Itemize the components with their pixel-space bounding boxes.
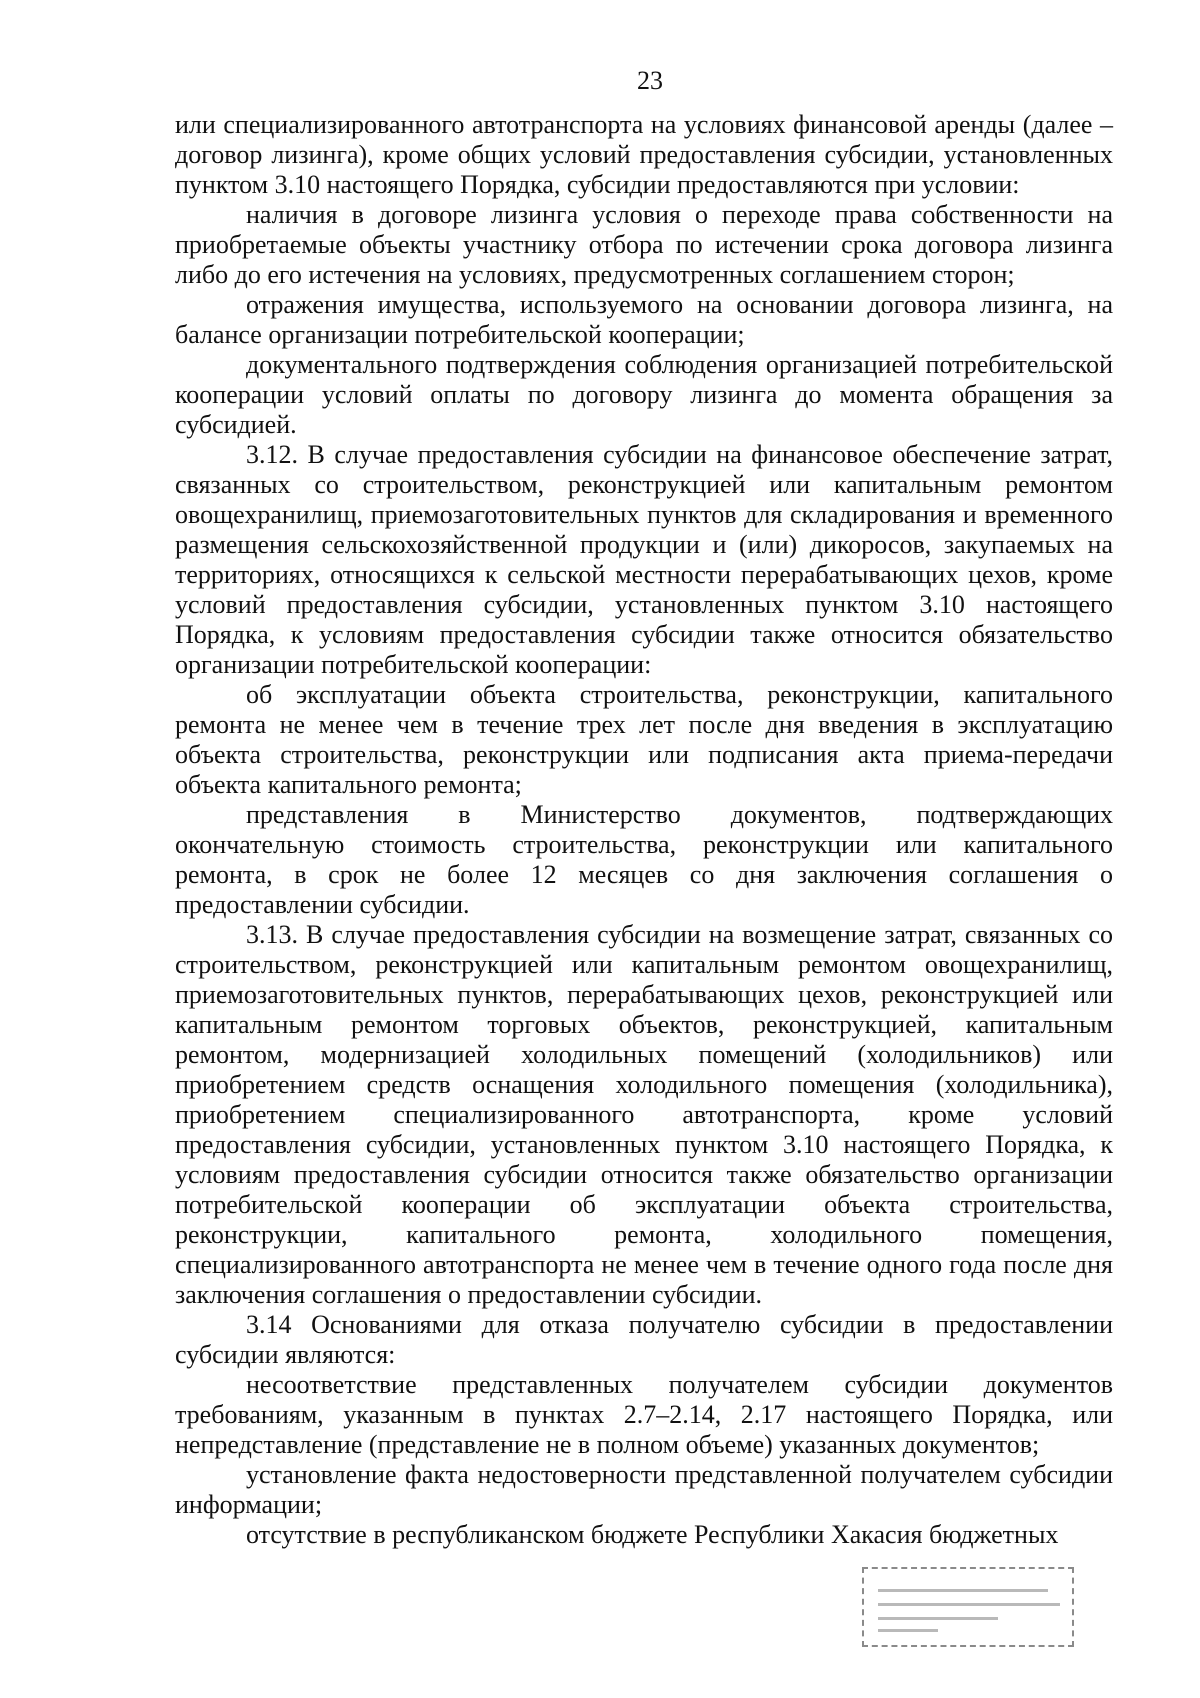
paragraph: отсутствие в республиканском бюджете Республики Хакасия бюджетных	[246, 1520, 1059, 1549]
paragraph: или специализированного автотранспорта на условиях финансовой аренды (далее – договор лизинга), кроме общих условий предоставления субсидии, установленных пунктом 3.10 настоящего Порядка, субсидии предоставляются при условии:	[175, 110, 1113, 199]
stamp-line	[878, 1589, 1048, 1592]
paragraph: отражения имущества, используемого на основании договора лизинга, на балансе организации потребительской кооперации;	[175, 290, 1113, 349]
paragraph: представления в Министерство документов, подтверждающих окончательную стоимость строительства, реконструкции или капитального ремонта, в срок не более 12 месяцев со дня заключения соглашения о предоставлении субсидии.	[175, 800, 1113, 919]
page-number: 23	[637, 66, 663, 95]
paragraph: несоответствие представленных получателем субсидии документов требованиям, указанным в пунктах 2.7–2.14, 2.17 настоящего Порядка, или непредставление (представление не в полном объеме) указанных документов;	[175, 1370, 1113, 1459]
paragraph: документального подтверждения соблюдения организацией потребительской кооперации условий оплаты по договору лизинга до момента обращения за субсидией.	[175, 350, 1113, 439]
paragraph: наличия в договоре лизинга условия о переходе права собственности на приобретаемые объекты участнику отбора по истечении срока договора лизинга либо до его истечения на условиях, предусмотренных соглашением сторон;	[175, 200, 1113, 289]
stamp-line	[878, 1629, 938, 1632]
stamp-line	[878, 1617, 998, 1620]
stamp-line	[878, 1603, 1060, 1606]
paragraph-3-12: 3.12. В случае предоставления субсидии на финансовое обеспечение затрат, связанных со строительством, реконструкцией или капитальным ремонтом овощехранилищ, приемозаготовительных пунктов для складирования и временного размещения сельскохозяйственной продукции и (или) дикоросов, закупаемых на территориях, относящихся к сельской местности перерабатывающих цехов, кроме условий предоставления субсидии, установленных пунктом 3.10 настоящего Порядка, к условиям предоставления субсидии также относится обязательство организации потребительской кооперации:	[175, 440, 1113, 679]
paragraph: установление факта недостоверности представленной получателем субсидии информации;	[175, 1460, 1113, 1519]
paragraph-3-14: 3.14 Основаниями для отказа получателю субсидии в предоставлении субсидии являются:	[175, 1310, 1113, 1369]
paragraph: об эксплуатации объекта строительства, реконструкции, капитального ремонта не менее чем в течение трех лет после дня введения в эксплуатацию объекта строительства, реконструкции или подписания акта приема-передачи объекта капитального ремонта;	[175, 680, 1113, 799]
stamp	[862, 1567, 1074, 1647]
paragraph-3-13: 3.13. В случае предоставления субсидии на возмещение затрат, связанных со строительством, реконструкцией или капитальным ремонтом овощехранилищ, приемозаготовительных пунктов, перерабатывающих цехов, реконструкцией или капитальным ремонтом торговых объектов, реконструкцией, капитальным ремонтом, модернизацией холодильных помещений (холодильников) или приобретением средств оснащения холодильного помещения (холодильника), приобретением специализированного автотранспорта, кроме условий предоставления субсидии, установленных пунктом 3.10 настоящего Порядка, к условиям предоставления субсидии относится также обязательство организации потребительской кооперации об эксплуатации объекта строительства, реконструкции, капитального ремонта, холодильного помещения, специализированного автотранспорта не менее чем в течение одного года после дня заключения соглашения о предоставлении субсидии.	[175, 920, 1113, 1309]
document-body	[175, 110, 1113, 1550]
